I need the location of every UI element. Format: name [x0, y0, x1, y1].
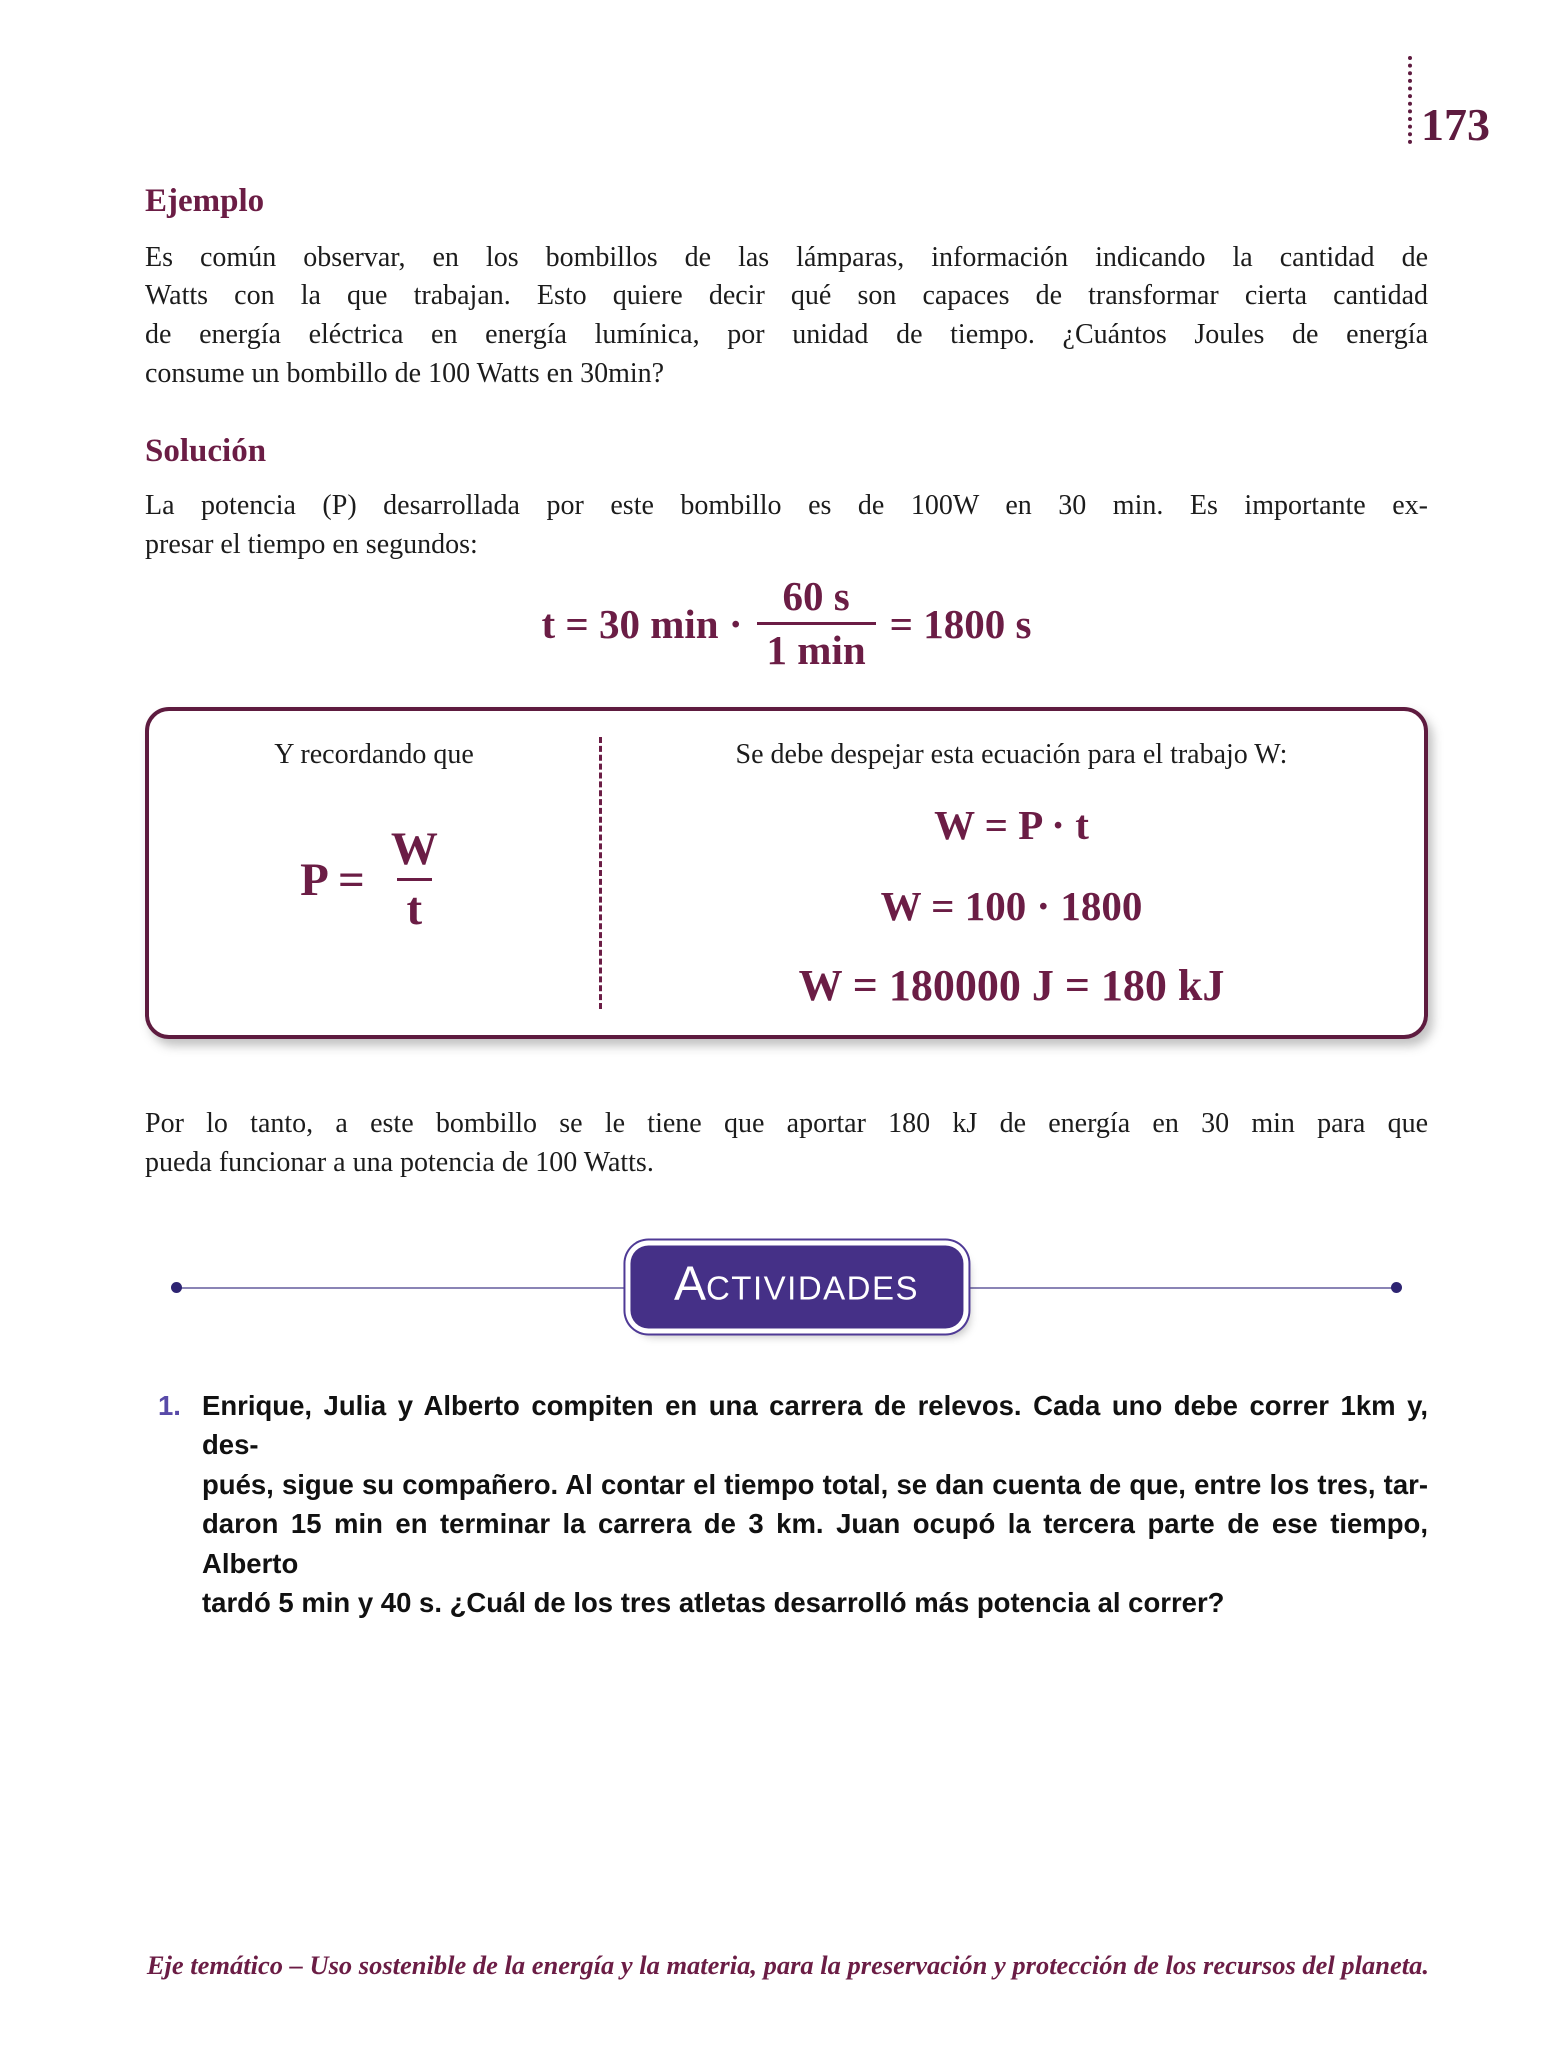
recap-right-intro: Se debe despejar esta ecuación para el trabajo W: — [735, 738, 1288, 770]
power-fraction-numerator: W — [390, 822, 438, 875]
badge-initial-letter: A — [673, 1257, 706, 1311]
power-formula-lhs: P = — [300, 853, 365, 906]
recap-left-intro: Y recordando que — [274, 738, 474, 770]
work-equation-2: W = 100 · 1800 — [880, 882, 1143, 929]
divider-dot-left — [171, 1282, 182, 1293]
equation-lhs: t = 30 min · — [541, 600, 743, 647]
activity-text — [202, 1386, 1428, 1623]
text-line: de energía eléctrica en energía lumínica, por unidad de tiempo. ¿Cuántos Joules de energía — [145, 319, 1428, 351]
text-line: Por lo tanto, a este bombillo se le tiene que aportar 180 kJ de energía en 30 min para que — [145, 1107, 1428, 1139]
activity-item-1 — [145, 1386, 1428, 1623]
text-line: Watts con la que trabajan. Esto quiere decir qué son capaces de transformar cierta cantidad — [145, 280, 1428, 312]
badge-rest-letters: CTIVIDADES — [705, 1269, 920, 1307]
footer-theme-text: Eje temático – Uso sostenible de la energía y la materia, para la preservación y protección de los recursos del planeta. — [146, 1950, 1429, 1980]
power-formula — [300, 822, 448, 936]
activities-badge — [630, 1245, 963, 1328]
power-fraction-denominator: t — [397, 878, 433, 934]
text-line: La potencia (P) desarrollada por este bombillo es de 100W en 30 min. Es importante ex- — [145, 490, 1428, 522]
activities-divider-row — [145, 1234, 1428, 1340]
page-number: 173 — [1421, 99, 1490, 151]
activity-number: 1. — [158, 1389, 181, 1421]
text-line: consume un bombillo de 100 Watts en 30min? — [145, 357, 665, 389]
text-line: Es común observar, en los bombillos de las lámparas, información indicando la cantidad de — [145, 241, 1428, 273]
conclusion-paragraph — [145, 1105, 1428, 1183]
divider-dot-right — [1391, 1282, 1402, 1293]
text-line: daron 15 min en terminar la carrera de 3 km. Juan ocupó la tercera parte de ese tiempo, Alberto — [202, 1508, 1428, 1579]
solution-paragraph — [145, 487, 1428, 565]
recap-box — [145, 707, 1428, 1039]
example-paragraph — [145, 239, 1428, 394]
text-line: pués, sigue su compañero. Al contar el tiempo total, se dan cuenta de que, entre los tres, tar- — [202, 1468, 1428, 1500]
page-content — [145, 182, 1428, 1623]
example-heading: Ejemplo — [145, 183, 265, 219]
work-equation-3: W = 180000 J = 180 kJ — [798, 960, 1225, 1010]
equation-rhs: = 1800 s — [889, 600, 1032, 647]
power-formula-fraction — [381, 822, 448, 936]
work-equation-1: W = P · t — [934, 801, 1089, 848]
text-line: tardó 5 min y 40 s. ¿Cuál de los tres atletas desarrolló más potencia al correr? — [202, 1587, 1225, 1619]
recap-box-right — [599, 711, 1424, 1035]
text-line: presar el tiempo en segundos: — [145, 529, 478, 561]
page-number-block — [1408, 56, 1490, 151]
text-line: Enrique, Julia y Alberto compiten en una carrera de relevos. Cada uno debe correr 1km y, des- — [202, 1389, 1428, 1461]
fraction-denominator: 1 min — [757, 622, 876, 672]
time-conversion-equation — [145, 569, 1428, 679]
text-line: pueda funcionar a una potencia de 100 Watts. — [145, 1146, 654, 1178]
recap-box-left — [149, 711, 599, 1035]
equation-fraction — [757, 575, 876, 672]
solution-heading: Solución — [145, 432, 267, 469]
dotted-rule — [1408, 56, 1412, 144]
fraction-numerator: 60 s — [782, 573, 850, 620]
dashed-divider — [599, 737, 602, 1009]
